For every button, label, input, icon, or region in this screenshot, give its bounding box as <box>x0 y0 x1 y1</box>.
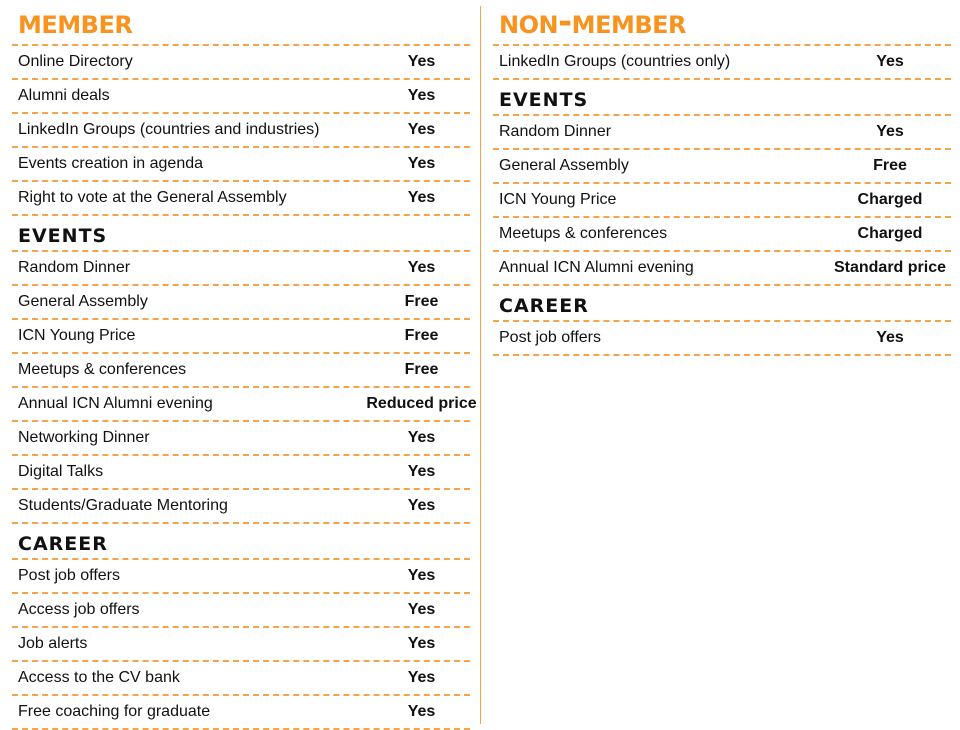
benefit-label: Annual ICN Alumni evening <box>499 259 694 276</box>
career-heading: CAREER <box>499 295 589 317</box>
benefit-label: LinkedIn Groups (countries only) <box>499 53 731 70</box>
general-row <box>12 80 470 112</box>
general-row <box>12 182 470 214</box>
benefit-label: Online Directory <box>18 53 133 70</box>
events-row <box>493 150 951 182</box>
benefit-value: Reduced price <box>366 395 477 412</box>
events-row <box>12 252 470 284</box>
benefit-label: Post job offers <box>18 567 120 584</box>
events-row <box>12 354 470 386</box>
column-title: member <box>18 2 133 42</box>
events-row <box>12 422 470 454</box>
benefit-value: Yes <box>407 259 436 276</box>
events-row <box>493 252 951 284</box>
career-row <box>12 594 470 626</box>
benefit-value: Yes <box>876 53 904 70</box>
benefit-label: Digital Talks <box>18 463 104 480</box>
events-row <box>12 490 470 522</box>
benefit-label: Meetups & conferences <box>499 225 668 242</box>
benefit-label: Meetups & conferences <box>18 361 187 378</box>
benefit-value: Charged <box>857 191 923 208</box>
benefit-value: Free <box>873 157 907 174</box>
benefit-label: Post job offers <box>499 329 601 346</box>
benefit-value: Standard price <box>833 259 947 276</box>
general-row <box>493 46 951 78</box>
member-column <box>12 0 477 730</box>
column-divider <box>480 6 481 724</box>
general-row <box>12 46 470 78</box>
benefit-value: Free <box>404 361 439 378</box>
benefit-label: Access job offers <box>18 601 140 618</box>
benefit-value: Yes <box>407 463 436 480</box>
benefit-label: Right to vote at the General Assembly <box>18 189 287 206</box>
events-row <box>493 218 951 250</box>
benefit-value: Yes <box>407 429 436 446</box>
benefit-label: General Assembly <box>18 293 148 310</box>
benefit-label: Random Dinner <box>499 123 612 140</box>
benefit-value: Free <box>404 327 439 344</box>
benefit-label: Job alerts <box>18 635 88 652</box>
benefit-value: Yes <box>407 669 436 686</box>
benefit-value: Charged <box>857 225 923 242</box>
general-row <box>12 148 470 180</box>
benefit-label: Students/Graduate Mentoring <box>18 497 228 514</box>
benefit-label: LinkedIn Groups (countries and industries) <box>18 121 320 138</box>
benefit-value: Yes <box>407 497 436 514</box>
events-heading: EVENTS <box>18 225 108 247</box>
events-row <box>12 456 470 488</box>
events-row <box>12 388 477 420</box>
benefit-value: Yes <box>407 155 436 172</box>
benefit-value: Yes <box>407 567 436 584</box>
benefit-label: General Assembly <box>499 157 629 174</box>
events-heading: EVENTS <box>499 89 589 111</box>
benefit-value: Yes <box>407 87 436 104</box>
benefit-label: Alumni deals <box>18 87 110 104</box>
benefit-value: Yes <box>876 123 904 140</box>
benefit-label: Free coaching for graduate <box>18 703 211 720</box>
benefit-value: Yes <box>407 703 436 720</box>
events-row <box>12 320 470 352</box>
benefit-value: Yes <box>407 121 436 138</box>
benefit-value: Yes <box>407 189 436 206</box>
benefit-label: Access to the CV bank <box>18 669 180 686</box>
benefit-label: Random Dinner <box>18 259 131 276</box>
career-row <box>493 322 951 354</box>
events-row <box>493 184 951 216</box>
non-member-column <box>493 0 951 356</box>
column-title: non-member <box>499 2 687 42</box>
benefit-value: Free <box>404 293 439 310</box>
career-row <box>12 628 470 660</box>
benefit-value: Yes <box>407 53 436 70</box>
events-row <box>493 116 951 148</box>
benefit-label: Events creation in agenda <box>18 155 204 172</box>
career-row <box>12 662 470 694</box>
general-row <box>12 114 470 146</box>
benefit-value: Yes <box>407 635 436 652</box>
career-row <box>12 696 470 728</box>
benefit-value: Yes <box>407 601 436 618</box>
benefit-label: ICN Young Price <box>18 327 136 344</box>
benefit-value: Yes <box>876 329 904 346</box>
career-heading: CAREER <box>18 533 108 555</box>
benefit-label: Networking Dinner <box>18 429 150 446</box>
events-row <box>12 286 470 318</box>
benefit-label: Annual ICN Alumni evening <box>18 395 213 412</box>
dashed-rule <box>493 354 951 356</box>
benefit-label: ICN Young Price <box>499 191 617 208</box>
career-row <box>12 560 470 592</box>
